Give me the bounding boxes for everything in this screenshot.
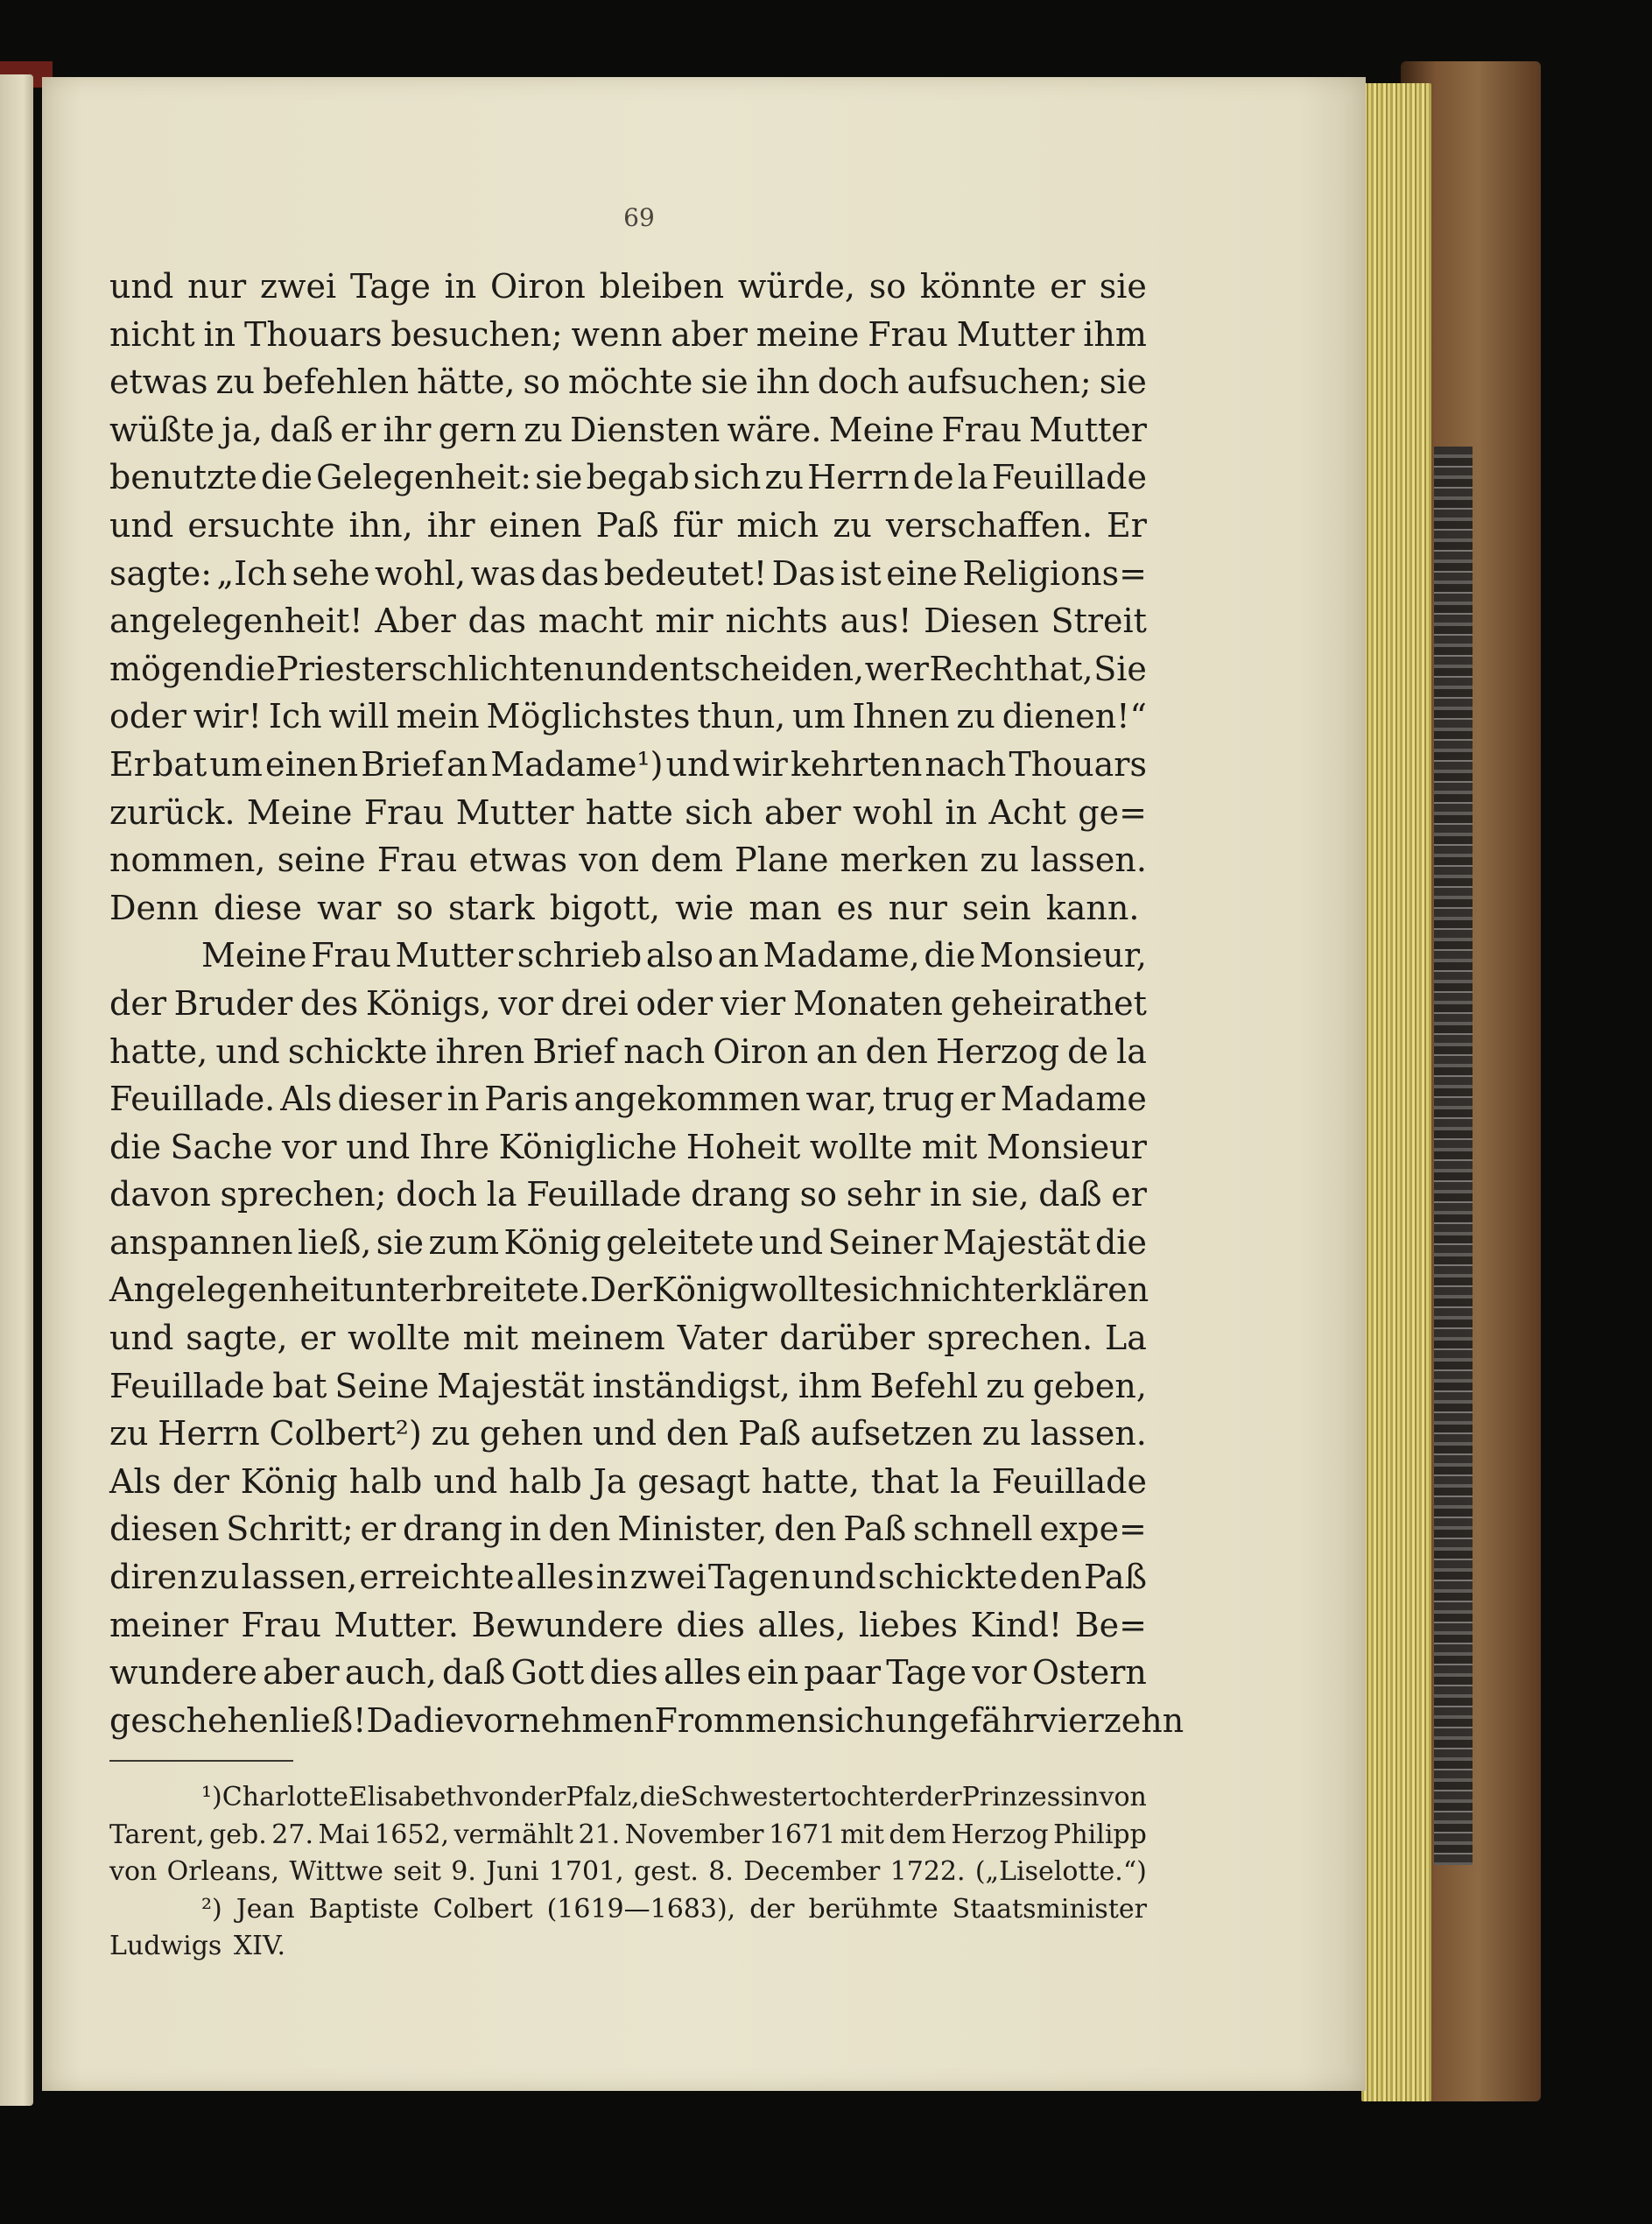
text-line: diren zu lassen, erreichte alles in zwei Tagen und schickte den Paß <box>109 1558 1147 1597</box>
text-line: und sagte, er wollte mit meinem Vater darüber sprechen. La <box>109 1319 1147 1358</box>
footnote-line: Tarent, geb. 27. Mai 1652, vermählt 21. November 1671 mit dem Herzog Philipp <box>109 1819 1147 1850</box>
body-text <box>109 263 1185 1744</box>
text-line: anspannen ließ, sie zum König geleitete und Seiner Majestät die <box>109 1222 1147 1262</box>
footnote-line: ²) Jean Baptiste Colbert (1619—1683), der berühmte Staatsminister <box>201 1893 1147 1925</box>
text-line: Als der König halb und halb Ja gesagt hatte, that la Feuillade <box>109 1461 1147 1501</box>
footnote-line: von Orleans, Wittwe seit 9. Juni 1701, gest. 8. December 1722. („Liselotte.“) <box>109 1856 1147 1887</box>
text-line: zu Herrn Colbert²) zu gehen und den Paß aufsetzen zu lassen. <box>109 1414 1147 1453</box>
text-line: Feuillade bat Seine Majestät inständigst, ihm Befehl zu geben, <box>109 1366 1147 1405</box>
text-line: Feuillade. Als dieser in Paris angekommen war, trug er Madame <box>109 1080 1147 1119</box>
gilded-page-edges <box>1361 83 1431 2101</box>
text-line: angelegenheit! Aber das macht mir nichts aus! Diesen Streit <box>109 602 1147 641</box>
text-line: nommen, seine Frau etwas von dem Plane merken zu lassen. <box>109 841 1147 880</box>
page-number: 69 <box>623 203 655 232</box>
text-line: oder wir! Ich will mein Möglichstes thun, um Ihnen zu dienen!“ <box>109 697 1147 736</box>
text-line: nicht in Thouars besuchen; wenn aber meine Frau Mutter ihm <box>109 314 1147 354</box>
text-line: hatte, und schickte ihren Brief nach Oiron an den Herzog de la <box>109 1031 1147 1071</box>
text-line: und ersuchte ihn, ihr einen Paß für mich zu verschaffen. Er <box>109 505 1147 545</box>
marbled-cover-strip <box>1434 447 1473 1865</box>
text-line: Er bat um einen Brief an Madame¹) und wir kehrten nach Thouars <box>109 744 1147 784</box>
footnotes <box>109 1779 1147 1966</box>
text-line: etwas zu befehlen hätte, so möchte sie ihn doch aufsuchen; sie <box>109 362 1147 402</box>
text-line: und nur zwei Tage in Oiron bleiben würde, so könnte er sie <box>109 267 1147 306</box>
text-line: Angelegenheit unterbreitete. Der König wollte sich nicht erklären <box>109 1270 1149 1310</box>
text-line: geschehen ließ! Da die vornehmen Frommen sich ungefähr vierzehn <box>109 1700 1185 1740</box>
text-line: benutzte die Gelegenheit: sie begab sich zu Herrn de la Feuillade <box>109 458 1147 497</box>
text-line: mögen die Priester schlichten und entscheiden, wer Recht hat, Sie <box>109 649 1147 688</box>
text-line: davon sprechen; doch la Feuillade drang so sehr in sie, daß er <box>109 1175 1147 1214</box>
text-line: Denn diese war so stark bigott, wie man es nur sein kann. <box>109 888 1140 927</box>
text-line: Meine Frau Mutter schrieb also an Madame, die Monsieur, <box>201 936 1147 975</box>
text-line: der Bruder des Königs, vor drei oder vier Monaten geheirathet <box>109 983 1147 1023</box>
text-line: wüßte ja, daß er ihr gern zu Diensten wäre. Meine Frau Mutter <box>109 410 1147 449</box>
footnote-line: ¹) Charlotte Elisabeth von der Pfalz, die Schwestertochter der Prinzessin von <box>201 1782 1147 1812</box>
text-line: diesen Schritt; er drang in den Minister, den Paß schnell expe= <box>109 1510 1147 1549</box>
footnote-divider <box>109 1760 293 1762</box>
text-line: meiner Frau Mutter. Bewundere dies alles, liebes Kind! Be= <box>109 1605 1147 1644</box>
text-line: wundere aber auch, daß Gott dies alles ein paar Tage vor Ostern <box>109 1653 1147 1693</box>
text-line: zurück. Meine Frau Mutter hatte sich aber wohl in Acht ge= <box>109 792 1147 832</box>
footnote-line: Ludwigs XIV. <box>109 1931 285 1961</box>
text-line: sagte: „Ich sehe wohl, was das bedeutet! Das ist eine Religions= <box>109 553 1147 593</box>
facing-page-edge <box>0 74 33 2106</box>
text-line: die Sache vor und Ihre Königliche Hoheit wollte mit Monsieur <box>109 1127 1147 1166</box>
